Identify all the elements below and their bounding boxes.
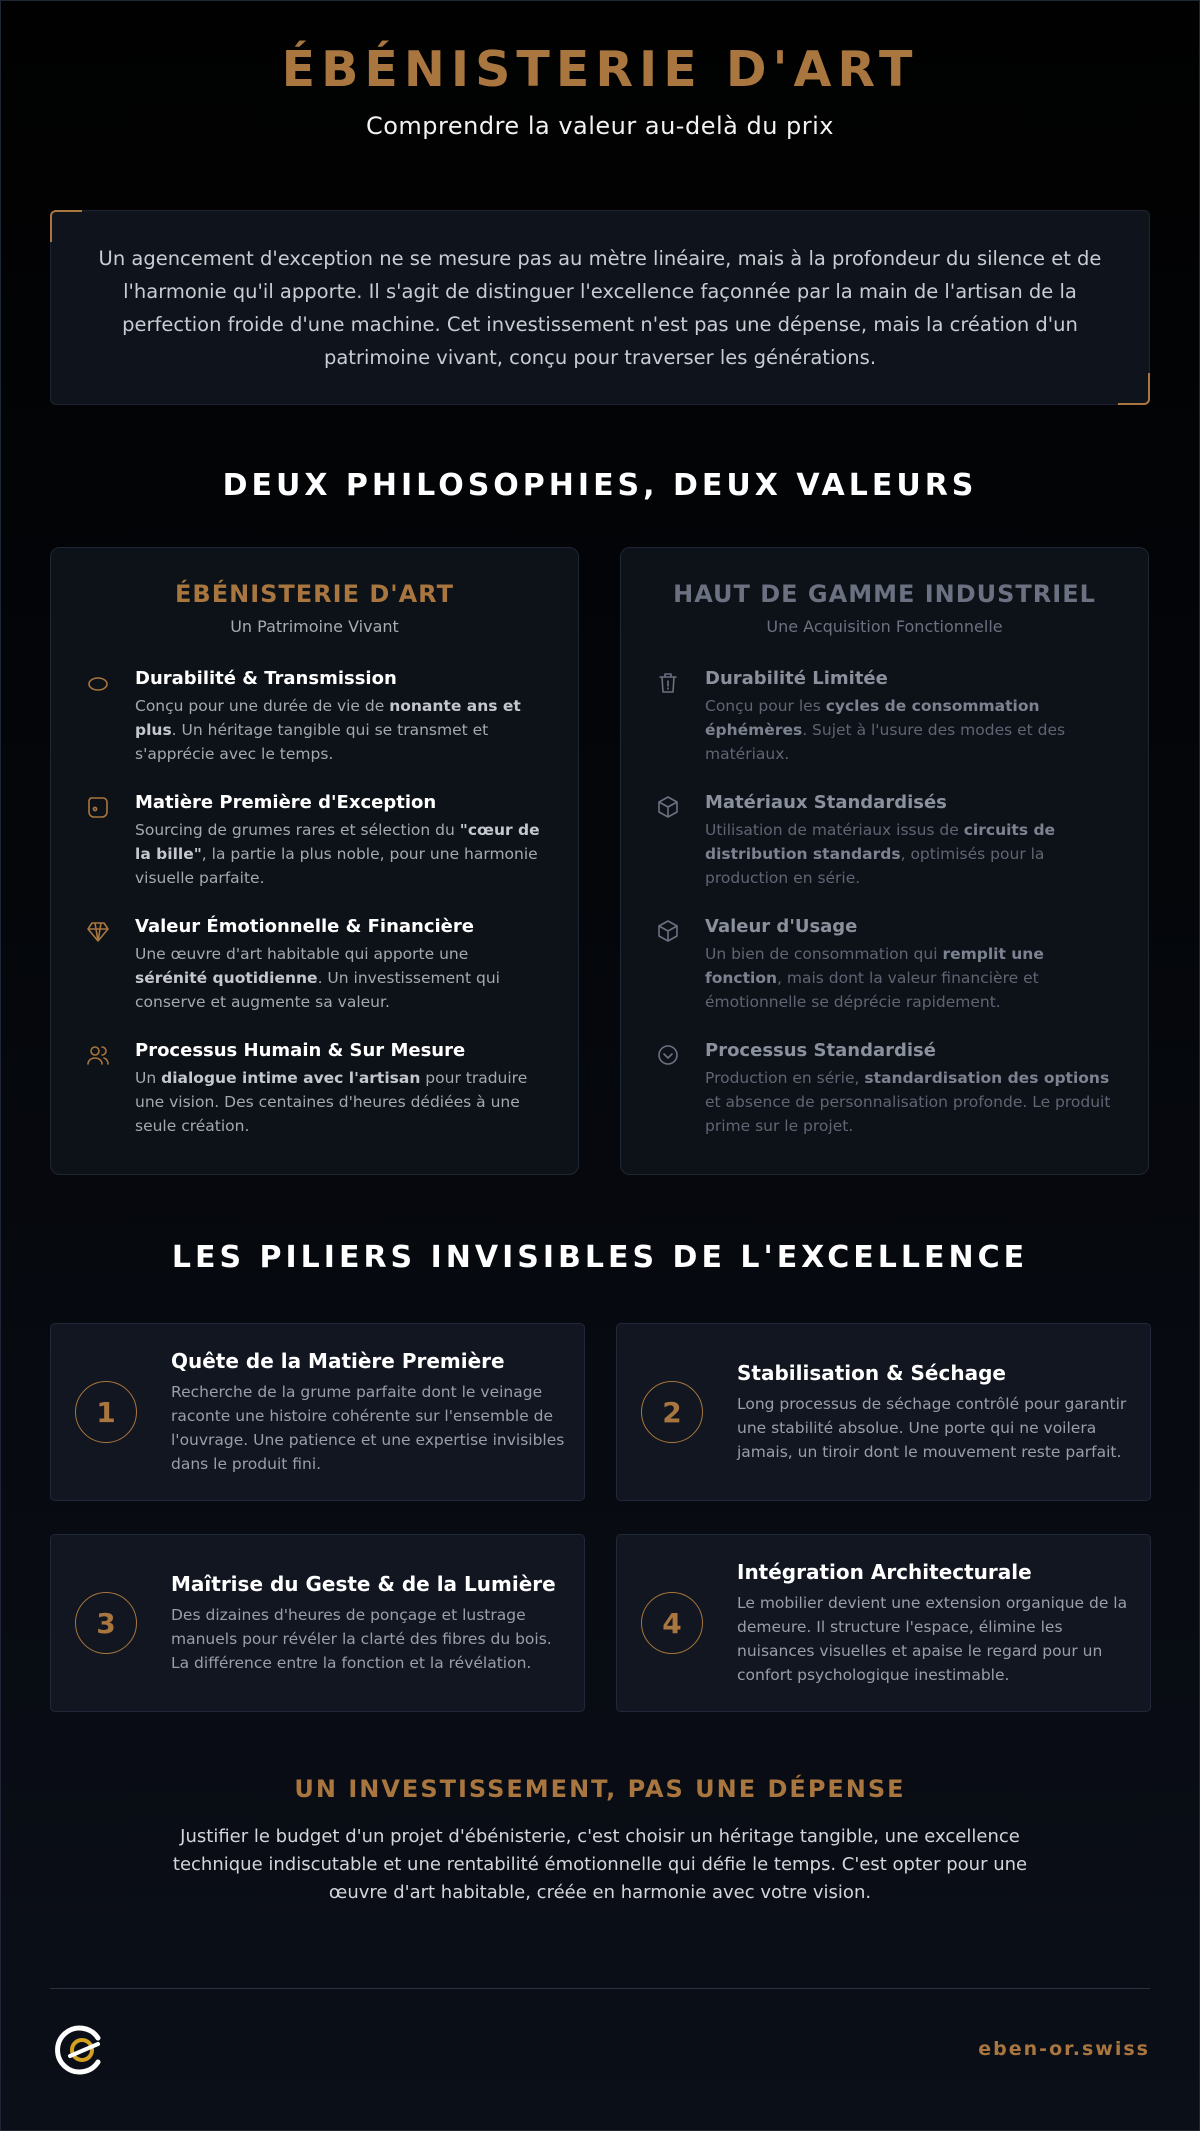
box-icon (655, 794, 681, 820)
footer-divider (50, 1988, 1150, 1989)
description-text: . Sujet à l'usure des modes et des matériaux. (705, 721, 1066, 763)
eben-or-logo-icon (54, 2024, 106, 2076)
pillar-title: Quête de la Matière Première (171, 1349, 505, 1373)
emphasis-text: nonante ans et plus (135, 697, 521, 739)
emphasis-text: standardisation des options (864, 1069, 1110, 1087)
pillar-description: Des dizaines d'heures de ponçage et lustrage manuels pour révéler la clarté des fibres du bois. La différence entre la fonction et la révélation. (171, 1606, 552, 1672)
emphasis-text: dialogue intime avec l'artisan (161, 1069, 421, 1087)
emphasis-text: sérénité quotidienne (135, 969, 318, 987)
header (0, 40, 1200, 140)
description-text: , optimisés pour la production en série. (705, 845, 1045, 887)
pillar-card (50, 1534, 585, 1712)
comparison-item-title: Matériaux Standardisés (705, 792, 947, 813)
comparison-item-description (705, 1066, 1114, 1138)
pillar-description: Recherche de la grume parfaite dont le veinage raconte une histoire cohérente sur l'ensemble de l'ouvrage. Une patience et une expertise invisibles dans le produit fini. (171, 1383, 565, 1473)
emphasis-text: remplit une fonction (705, 945, 1044, 987)
artisan-item-list (85, 668, 544, 1164)
description-text: et absence de personnalisation profonde. Le produit prime sur le projet. (705, 1093, 1111, 1135)
page-subtitle: Comprendre la valeur au-delà du prix (365, 112, 835, 140)
comparison-item (655, 1040, 1114, 1164)
comparison-item-description (135, 818, 544, 890)
pillar-number: 1 (75, 1381, 137, 1443)
pillar-card (50, 1323, 585, 1501)
description-text: . Un investissement qui conserve et augmente sa valeur. (135, 969, 500, 1011)
artisan-column-title: ÉBÉNISTERIE D'ART (175, 580, 454, 608)
description-text: , la partie la plus noble, pour une harmonie visuelle parfaite. (135, 845, 538, 887)
investment-title: UN INVESTISSEMENT, PAS UNE DÉPENSE (294, 1775, 906, 1803)
description-text: . Un héritage tangible qui se transmet et s'apprécie avec le temps. (135, 721, 489, 763)
comparison-item (85, 792, 544, 916)
comparison-title: DEUX PHILOSOPHIES, DEUX VALEURS (222, 468, 978, 503)
description-text: Un bien de consommation qui (705, 945, 943, 963)
pillar-description: Long processus de séchage contrôlé pour garantir une stabilité absolue. Une porte qui ne voilera jamais, un tiroir dont le mouvement reste parfait. (737, 1395, 1127, 1461)
comparison-item-description (135, 694, 544, 766)
description-text: , mais dont la valeur financière et émotionnelle se déprécie rapidement. (705, 969, 1039, 1011)
description-text: Utilisation de matériaux issus de (705, 821, 964, 839)
box-icon (655, 918, 681, 944)
wood-log-icon (85, 794, 111, 820)
corner-accent-bottom-right (1118, 373, 1150, 405)
corner-accent-top-left (50, 210, 82, 242)
comparison-item (655, 792, 1114, 916)
pillar-number: 4 (641, 1592, 703, 1654)
description-text: Une œuvre d'art habitable qui apporte une (135, 945, 469, 963)
emphasis-text: circuits de distribution standards (705, 821, 1056, 863)
comparison-item (85, 668, 544, 792)
pillar-description: Le mobilier devient une extension organique de la demeure. Il structure l'espace, élimine les nuisances visuelles et apaise le regard pour un confort psychologique inestimable. (737, 1594, 1128, 1684)
pillar-card (616, 1534, 1151, 1712)
check-circle-icon (655, 1042, 681, 1068)
comparison-item-title: Valeur Émotionnelle & Financière (135, 916, 474, 937)
comparison-item-title: Valeur d'Usage (705, 916, 858, 937)
description-text: Un (135, 1069, 162, 1087)
pillar-title: Stabilisation & Séchage (737, 1361, 1006, 1385)
description-text: Sourcing de grumes rares et sélection du (135, 821, 460, 839)
pillar-card (616, 1323, 1151, 1501)
page-title: ÉBÉNISTERIE D'ART (281, 41, 919, 98)
comparison-item-description (135, 1066, 544, 1138)
pillar-number: 2 (641, 1381, 703, 1443)
pillar-number: 3 (75, 1592, 137, 1654)
comparison-item-description (135, 942, 544, 1014)
pillar-title: Intégration Architecturale (737, 1560, 1032, 1584)
emphasis-text: "cœur de la bille" (135, 821, 540, 863)
description-text: Production en série, (705, 1069, 865, 1087)
trash-icon (655, 670, 681, 696)
intro-text: Un agencement d'exception ne se mesure pas au mètre linéaire, mais à la profondeur du silence et de l'harmonie qu'il apporte. Il s'agit de distinguer l'excellence façonnée par la main de l'artisan de la perfection froide d'une machine. Cet investissement n'est pas une dépense, mais la création d'un patrimoine vivant, conçu pour traverser les générations. (98, 246, 1102, 369)
pillar-title: Maîtrise du Geste & de la Lumière (171, 1572, 556, 1596)
industrial-item-list (655, 668, 1114, 1164)
comparison-item (85, 916, 544, 1040)
comparison-item (655, 668, 1114, 792)
comparison-item-title: Processus Standardisé (705, 1040, 936, 1061)
comparison-item-title: Durabilité & Transmission (135, 668, 397, 689)
comparison-item-title: Matière Première d'Exception (135, 792, 437, 813)
users-icon (85, 1042, 111, 1068)
comparison-item-title: Processus Humain & Sur Mesure (135, 1040, 466, 1061)
description-text: Conçu pour les (705, 697, 826, 715)
description-text: pour traduire une vision. Des centaines d'heures dédiées à une seule création. (135, 1069, 528, 1135)
intro-card (50, 210, 1150, 405)
comparison-item-description (705, 694, 1114, 766)
artisan-column-subtitle: Un Patrimoine Vivant (230, 617, 399, 636)
investment-text: Justifier le budget d'un projet d'ébénisterie, c'est choisir un héritage tangible, une excellence technique indiscutable et une rentabilité émotionnelle qui défie le temps. C'est opter pour une œuvre d'art habitable, créée en harmonie avec votre vision. (172, 1826, 1028, 1903)
emphasis-text: cycles de consommation éphémères (705, 697, 1040, 739)
industrial-column (620, 547, 1149, 1175)
comparison-item-description (705, 818, 1114, 890)
comparison-item-title: Durabilité Limitée (705, 668, 888, 689)
description-text: Conçu pour une durée de vie de (135, 697, 390, 715)
comparison-item-description (705, 942, 1114, 1014)
artisan-column (50, 547, 579, 1175)
industrial-column-title: HAUT DE GAMME INDUSTRIEL (673, 580, 1096, 608)
comparison-item (655, 916, 1114, 1040)
pillars-title: LES PILIERS INVISIBLES DE L'EXCELLENCE (171, 1240, 1029, 1275)
infinity-icon (85, 670, 111, 696)
diamond-icon (85, 918, 111, 944)
comparison-item (85, 1040, 544, 1164)
website-link[interactable]: eben-or.swiss (978, 2038, 1150, 2060)
industrial-column-subtitle: Une Acquisition Fonctionnelle (766, 617, 1003, 636)
